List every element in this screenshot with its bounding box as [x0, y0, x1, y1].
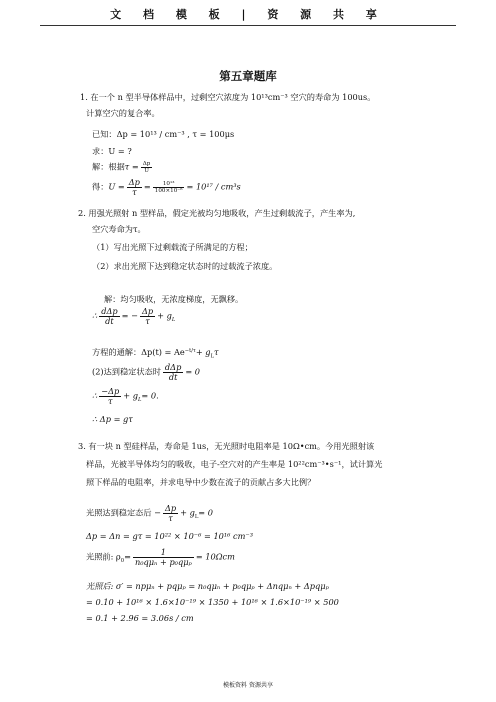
q2-eq1-frac2	[140, 307, 155, 326]
q3-line3: 照下样品的电阻率，并求电导中少数在流子的贡献占多大比例？	[86, 477, 316, 487]
page-title: 第五章题库	[219, 69, 277, 83]
q2-solution: 解：均匀吸收，无浓度梯度，无飘移。	[104, 294, 244, 304]
q2-eq2-sub: L	[137, 397, 142, 404]
q2-eq2-tail: = 0.	[141, 390, 159, 401]
q3-step4: 光照后: σ′ = npμₙ + pqμₚ = n₀qμₙ + p₀qμₚ + Δnqμₙ + Δpqμₚ	[86, 581, 329, 591]
q2-eq1-num2: Δp	[141, 306, 154, 316]
q3-s3-frac	[133, 548, 194, 567]
page-header: 文 档 模 板 | 资 源 共 享	[110, 8, 386, 21]
q2-eq1-mid: = −	[121, 310, 138, 321]
q3-s1-den: τ	[168, 513, 173, 523]
q2-eq2-rhs: + g	[123, 390, 138, 401]
q2-eq2-lhs: ∴	[92, 390, 98, 401]
q2-eq1-lhs: ∴	[92, 310, 98, 321]
q1-sol-prefix: 解：根据	[92, 161, 125, 172]
q3-step1	[86, 504, 213, 523]
q2-sub2: （2）求出光照下达到稳定状态时的过载流子浓度。	[92, 261, 278, 271]
q3-step5: = 0.10 + 10¹⁶ × 1.6×10⁻¹⁹ × 1350 + 10¹⁶ × 1.6×10⁻¹⁹ × 500	[86, 597, 339, 607]
q2-eq2	[92, 387, 159, 406]
q1-sol-lhs: τ =	[124, 161, 139, 172]
q1-res-frac2	[153, 181, 185, 194]
q2-general-rhs: + g	[195, 347, 211, 357]
q3-step3	[86, 548, 235, 567]
q1-solution	[92, 161, 154, 174]
q2-eq1-den: dt	[105, 316, 114, 326]
q1-line2: 计算空穴的复合率。	[86, 108, 160, 118]
q2-eq1-den2: τ	[145, 316, 150, 326]
q1-ask: 求：U = ?	[92, 146, 132, 156]
q3-line1: 3. 有一块 n 型硅样品，寿命是 1us，无光照时电阻率是 10Ω•cm。今用光照射该	[78, 441, 375, 451]
q3-s3-rhs: = 10Ωcm	[195, 551, 235, 562]
q3-s1-frac	[163, 504, 178, 523]
q1-line1: 1. 在一个 n 型半导体样品中，过剩空穴浓度为 10¹³cm⁻³ 空穴的寿命为 100us。	[80, 92, 376, 102]
q2-eq1-frac	[99, 307, 119, 326]
q3-step6: = 0.1 + 2.96 = 3.06s / cm	[86, 613, 194, 623]
q3-step2: Δp = Δn = gτ = 10²² × 10⁻⁶ = 10¹⁶ cm⁻³	[86, 531, 253, 541]
q3-s3-label: 光照前: ρ	[86, 551, 121, 562]
q1-res-den1: τ	[132, 187, 137, 197]
q1-res-lhs: U =	[108, 181, 125, 192]
q3-s3-den: n₀qμₙ + p₀qμₚ	[134, 557, 192, 567]
q1-res-num1: Δp	[128, 177, 140, 187]
q2-eq2-frac	[99, 387, 121, 406]
q1-res-den2: 100×10⁻⁶	[154, 188, 183, 194]
q2-eq1-num: dΔp	[101, 306, 118, 316]
q3-s3-eq: =	[124, 551, 131, 562]
q3-line2: 样品，光被半导体均匀的吸收，电子-空穴对的产生率是 10²²cm⁻³•s⁻¹，试计算光	[86, 459, 383, 469]
q2-general	[92, 347, 219, 363]
q3-s3-sub: 0	[120, 558, 125, 565]
q3-s3-num: 1	[133, 548, 194, 558]
q3-s1-tail: = 0	[198, 507, 213, 518]
q2-steady	[92, 363, 200, 382]
q1-res-num2: 10¹³	[153, 181, 185, 188]
q2-eq3: ∴ Δp = gτ	[92, 414, 133, 424]
q1-known: 已知：Δp = 10¹³ / cm⁻³ , τ = 100μs	[92, 129, 235, 139]
q3-s1-sub: L	[194, 514, 199, 521]
q1-result: 得：U = $\frac{\Delta p}{\tau}$ = $\frac{\text{10¹³}}{\text{100×10⁻⁶}}$ = 10¹⁷ / cm³s	[92, 177, 241, 197]
q1-res-frac1	[127, 178, 142, 197]
q3-s1-rhs: + g	[180, 507, 195, 518]
q2-eq2-num: −Δp	[101, 386, 120, 396]
q1-res-prefix: 得：	[92, 181, 109, 192]
q2-steady-rhs: = 0	[185, 366, 201, 377]
q2-steady-num: dΔp	[164, 362, 182, 372]
q2-eq1-sub: L	[171, 317, 176, 324]
q2-eq1	[92, 307, 175, 326]
q2-general-tail: τ	[214, 347, 219, 357]
q1-sol-num: Δp	[142, 161, 151, 167]
page-footer: 模板资料 资源共享	[223, 682, 273, 689]
q2-line1: 2. 用强光照射 n 型样品，假定光被均匀地吸收，产生过剩载流子，产生率为,	[78, 208, 356, 218]
q1-sol-fraction	[141, 161, 153, 174]
q3-s1-label: 光照达到稳定态后 −	[86, 507, 161, 518]
header-divider	[40, 25, 456, 26]
q2-general-label: 方程的通解：Δp(t) = Ae	[92, 347, 185, 357]
q2-line2: 空穴寿命为τ。	[92, 224, 146, 234]
q1-res-rhs: = 10¹⁷ / cm³s	[186, 181, 241, 192]
q2-eq2-den: τ	[107, 396, 113, 406]
q2-eq1-rhs: + g	[157, 310, 172, 321]
q2-sub1: （1）写出光照下过剩载流子所满足的方程；	[92, 242, 253, 252]
q3-s1-num: Δp	[164, 503, 177, 513]
q2-steady-frac	[163, 363, 183, 382]
q2-steady-den: dt	[168, 372, 178, 382]
q2-steady-label: (2)达到稳定状态时	[92, 366, 161, 377]
q1-sol-den: U	[144, 168, 149, 174]
q2-general-sub: L	[210, 353, 215, 360]
q2-general-exp: −t/τ	[184, 348, 196, 354]
